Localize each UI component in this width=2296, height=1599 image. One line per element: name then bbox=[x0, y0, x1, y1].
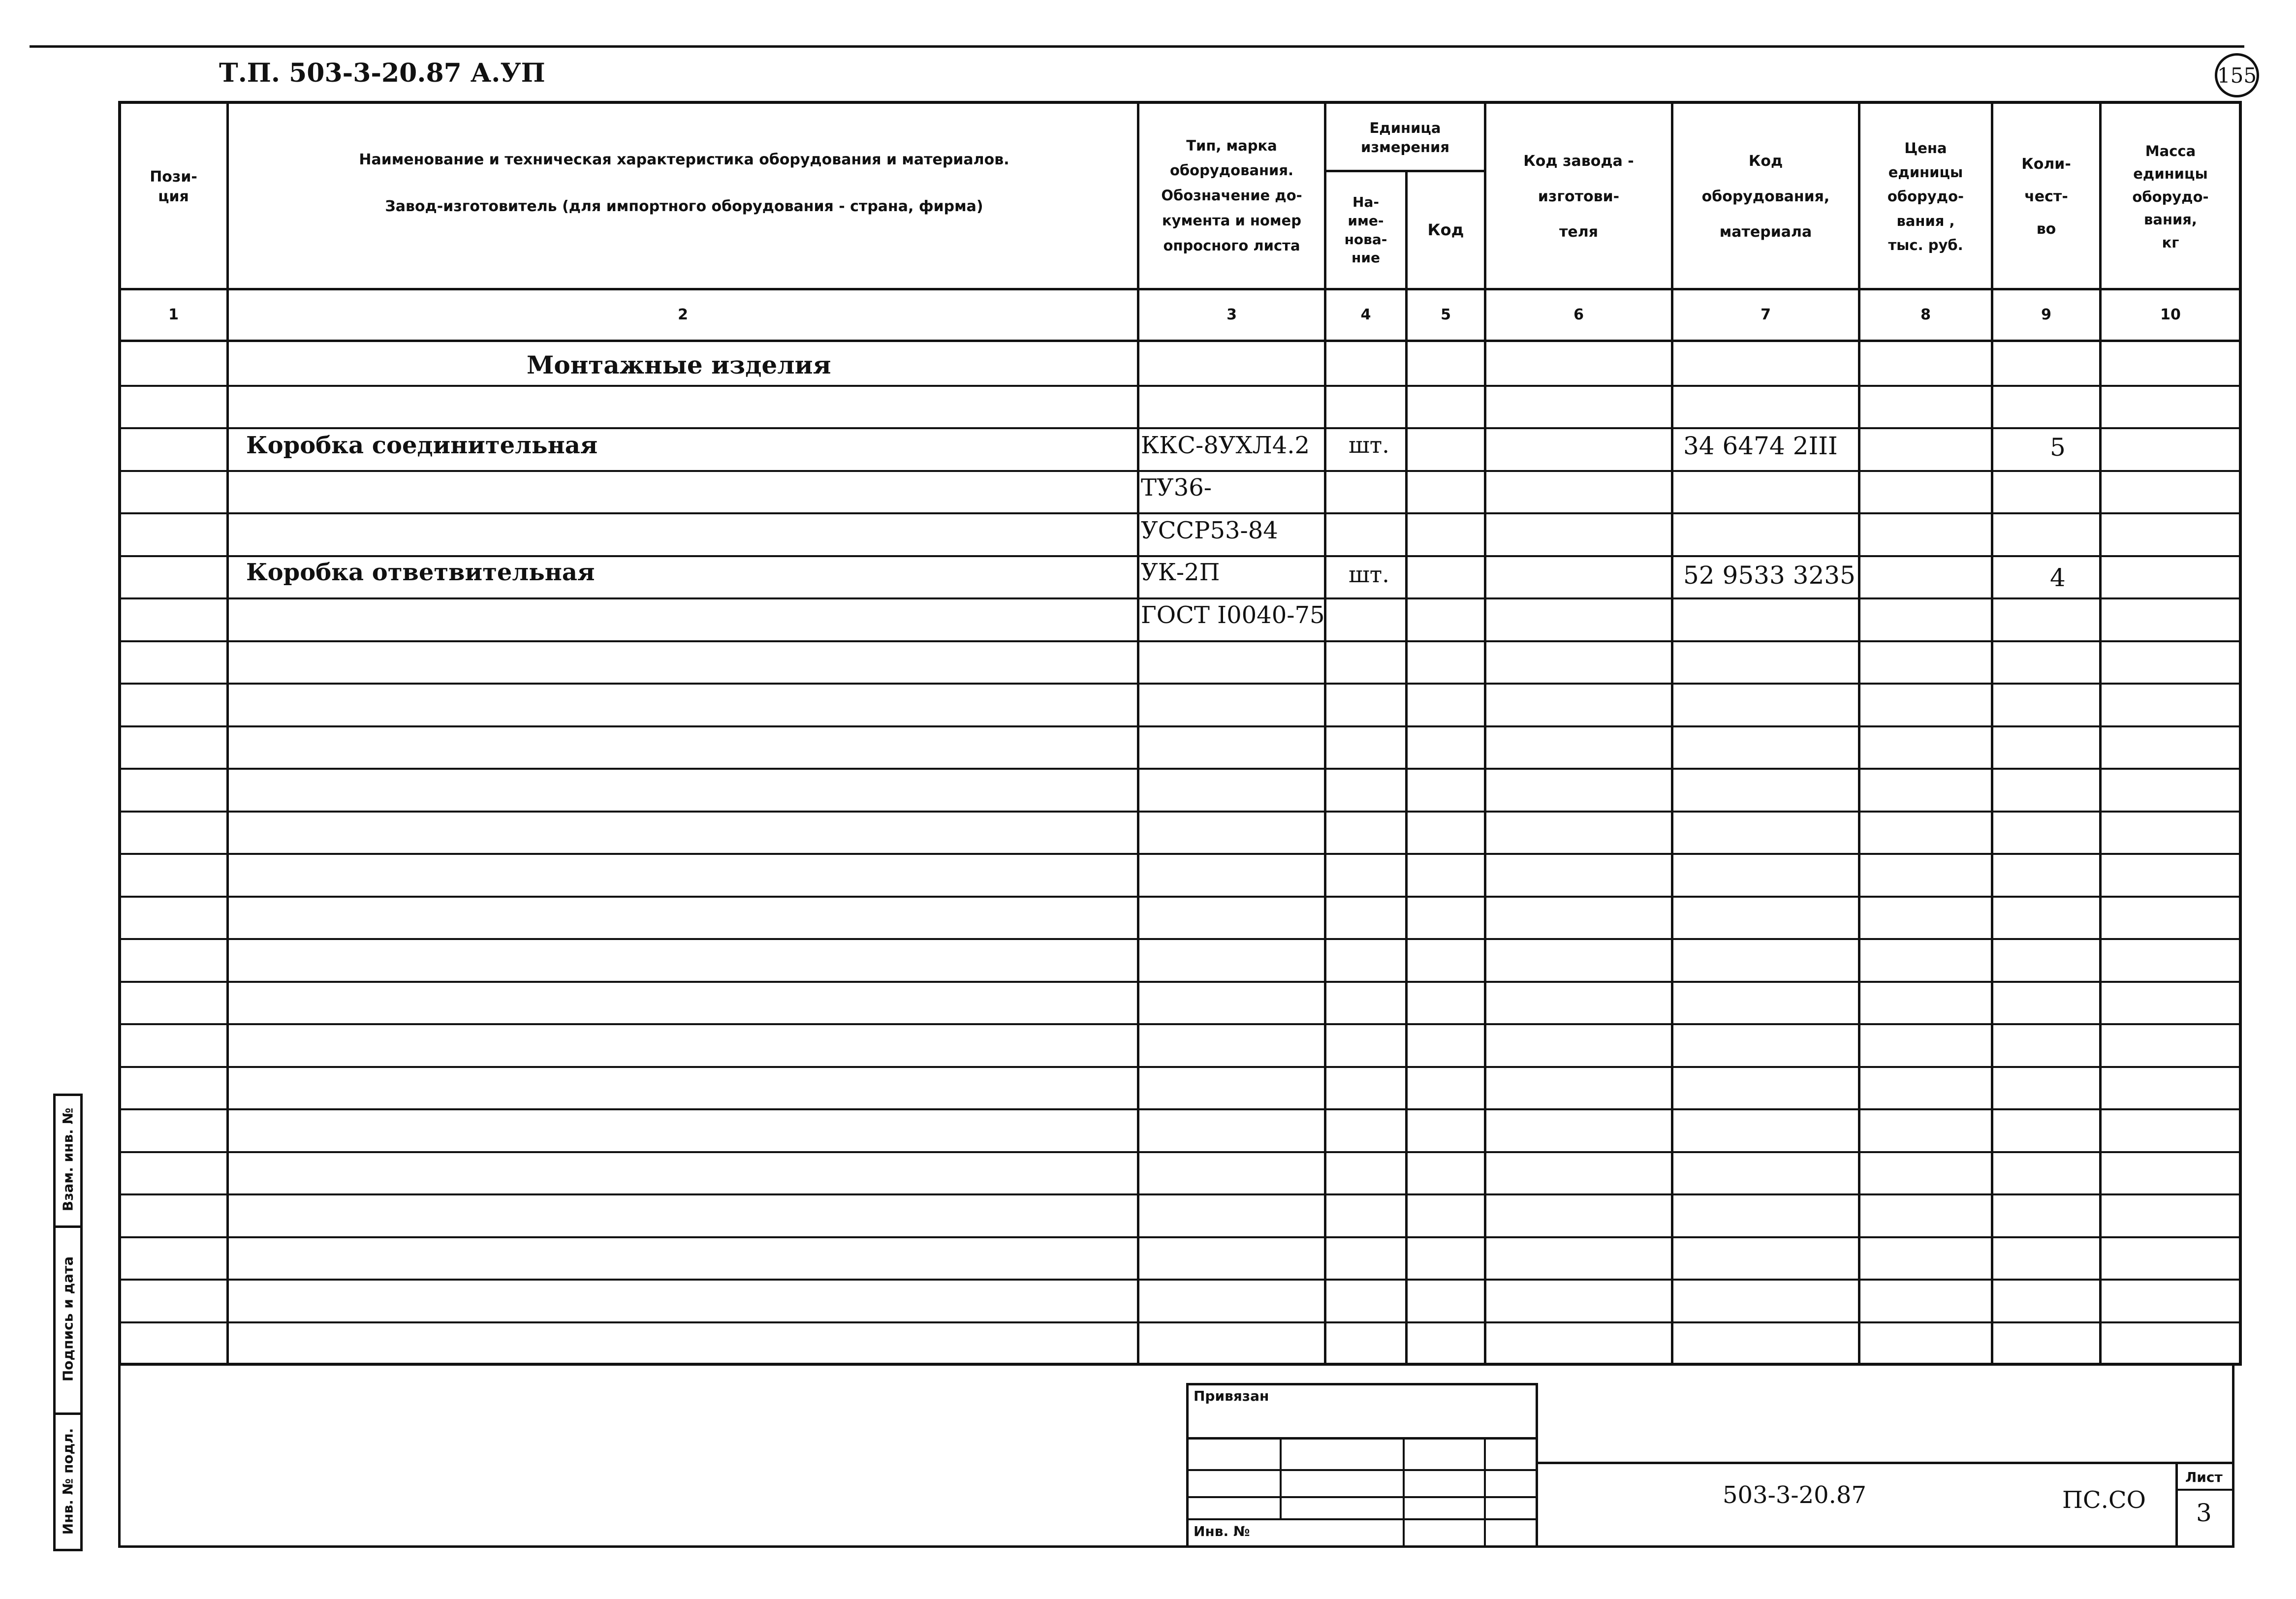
top-border-line bbox=[30, 45, 2244, 48]
column-number-2: 2 bbox=[678, 306, 688, 323]
bottom-frame-line bbox=[118, 1545, 2234, 1548]
page-number-top: 155 bbox=[2217, 63, 2257, 88]
column-number-3: 3 bbox=[1227, 306, 1237, 323]
table-row-line bbox=[118, 1151, 2242, 1153]
header-type: Тип, марка оборудования. Обозначение до- кумента и номер опросного листа bbox=[1161, 137, 1302, 254]
column-number-7: 7 bbox=[1761, 306, 1771, 323]
table-row-line bbox=[118, 683, 2242, 685]
item-name-1: Коробка соединительная bbox=[246, 432, 598, 459]
title-block-top bbox=[1538, 1462, 2234, 1464]
item-code-2: 52 9533 3235 bbox=[1683, 561, 1856, 590]
stamp-vline-3 bbox=[1484, 1437, 1486, 1548]
table-row-line bbox=[118, 1236, 2242, 1238]
column-number-4: 4 bbox=[1360, 306, 1371, 323]
table-row-line bbox=[118, 512, 2242, 514]
side-stamp-inv-replace: Взам. инв. № bbox=[60, 1107, 76, 1212]
column-number-1: 1 bbox=[168, 306, 179, 323]
header-unit-name: На- име- нова- ние bbox=[1344, 193, 1387, 266]
table-row-line bbox=[118, 597, 2242, 599]
section-heading: Монтажные изделия bbox=[527, 350, 831, 379]
table-row-line bbox=[118, 725, 2242, 727]
stamp-vline-2 bbox=[1403, 1437, 1405, 1548]
item-name-2: Коробка ответвительная bbox=[246, 559, 595, 586]
column-number-10: 10 bbox=[2160, 306, 2181, 323]
table-row-line bbox=[118, 853, 2242, 855]
page-number-circle bbox=[2215, 53, 2259, 97]
side-stamp-inv-orig: Инв. № подл. bbox=[60, 1428, 76, 1535]
header-quantity: Коли- чест- во bbox=[2021, 156, 2071, 238]
item-qty-1: 5 bbox=[2050, 433, 2066, 462]
table-row-line bbox=[118, 1321, 2242, 1323]
doc-section: ПС.СО bbox=[2062, 1486, 2146, 1514]
item-code-1: 34 6474 2III bbox=[1683, 432, 1838, 460]
sheet-box-divider bbox=[2175, 1489, 2234, 1491]
stamp-vline-1 bbox=[1280, 1437, 1282, 1518]
column-number-6: 6 bbox=[1573, 306, 1584, 323]
table-row-line bbox=[118, 981, 2242, 983]
header-position: Пози- ция bbox=[150, 168, 197, 205]
sheet-number: 3 bbox=[2196, 1499, 2212, 1527]
item-qty-2: 4 bbox=[2050, 564, 2066, 592]
header-name-line1: Наименование и техническая характеристика оборудования и материалов. bbox=[359, 151, 1009, 168]
header-mass: Масса единицы оборудо- вания, кг bbox=[2132, 143, 2209, 251]
sheet-box-left bbox=[2175, 1462, 2178, 1548]
table-row-line bbox=[118, 555, 2242, 557]
item-type-1: ККС-8УХЛ4.2 bbox=[1141, 432, 1310, 459]
table-row-line bbox=[118, 938, 2242, 940]
table-row-line bbox=[118, 385, 2242, 387]
table-row-line bbox=[118, 1023, 2242, 1025]
item-unit-2: шт. bbox=[1349, 561, 1389, 588]
column-number-line bbox=[118, 340, 2242, 342]
item-type-2: УК-2П bbox=[1141, 559, 1220, 586]
item-type-1-line3: УССР53-84 bbox=[1141, 517, 1278, 544]
side-stamp-divider-1 bbox=[53, 1225, 83, 1228]
attached-label: Привязан bbox=[1194, 1388, 1269, 1404]
table-row-line bbox=[118, 470, 2242, 472]
inv-no-label: Инв. № bbox=[1194, 1523, 1250, 1539]
column-number-9: 9 bbox=[2041, 306, 2051, 323]
item-unit-1: шт. bbox=[1349, 432, 1389, 458]
doc-number: 503-3-20.87 bbox=[1723, 1481, 1867, 1509]
side-stamp-sign-date: Подпись и дата bbox=[60, 1256, 76, 1382]
header-equipment-code: Код оборудования, материала bbox=[1701, 153, 1830, 241]
column-number-5: 5 bbox=[1441, 306, 1451, 323]
item-type-1-line2: ТУ36- bbox=[1141, 474, 1212, 502]
table-row-line bbox=[118, 896, 2242, 898]
sheet-label: Лист bbox=[2185, 1469, 2223, 1485]
header-factory-code: Код завода - изготови- теля bbox=[1523, 153, 1634, 241]
table-row-line bbox=[118, 811, 2242, 813]
bottom-frame-left bbox=[118, 1366, 121, 1548]
table-row-line bbox=[118, 768, 2242, 770]
header-unit-code: Код bbox=[1427, 220, 1464, 239]
table-row-line bbox=[118, 427, 2242, 429]
header-unit: Единица измерения bbox=[1361, 119, 1449, 156]
side-stamp-divider-2 bbox=[53, 1412, 83, 1415]
header-name-line2: Завод-изготовитель (для импортного оборудования - страна, фирма) bbox=[385, 198, 983, 215]
table-row-line bbox=[118, 1279, 2242, 1281]
table-row-line bbox=[118, 640, 2242, 642]
column-number-8: 8 bbox=[1920, 306, 1931, 323]
document-code: Т.П. 503-3-20.87 А.УП bbox=[219, 58, 545, 88]
table-row-line bbox=[118, 1108, 2242, 1110]
table-row-line bbox=[118, 1193, 2242, 1195]
header-price: Цена единицы оборудо- вания , тыс. руб. bbox=[1887, 139, 1964, 253]
bottom-frame-right bbox=[2232, 1366, 2234, 1548]
table-row-line bbox=[118, 1066, 2242, 1068]
item-type-2-line2: ГОСТ I0040-75 bbox=[1141, 601, 1325, 629]
